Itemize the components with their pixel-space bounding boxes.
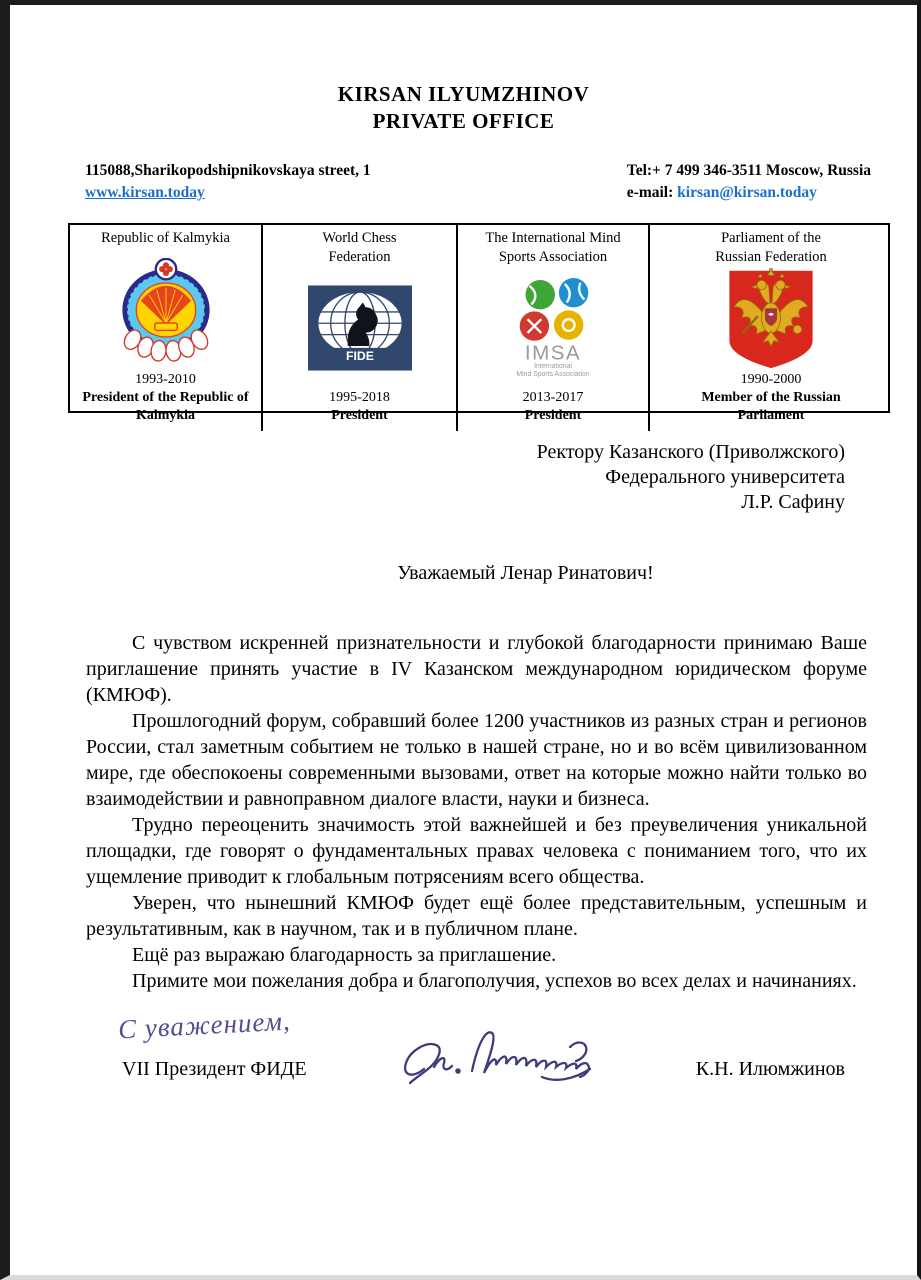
russia-coat-of-arms-icon [722, 267, 820, 371]
table-cell-russia [650, 225, 892, 431]
imsa-logo-box [494, 267, 612, 389]
email-line [627, 182, 871, 204]
signer-position: VII Президент ФИДЕ [122, 1057, 307, 1080]
closing-block [10, 994, 917, 1095]
office-address: 115088,Sharikopodshipnikovskaya street, 1 [85, 162, 371, 179]
org-name: The International Mind Sports Association [485, 230, 621, 265]
fide-logo-text: FIDE [345, 349, 374, 364]
kalmykia-coat-of-arms-icon [110, 258, 222, 362]
contact-row [85, 160, 871, 204]
phone-line: Tel:+ 7 499 346-3511 Moscow, Russia [626, 162, 871, 179]
signer-name: К.Н. Илюмжинов [695, 1057, 845, 1080]
handwritten-closing: С уважением, [117, 1005, 292, 1045]
salutation: Уважаемый Ленар Ринатович! [397, 562, 654, 584]
body-paragraph: С чувством искренней признательности и глубокой благодарности принимаю Ваше приглашение принять участие в IV Казанском международном юридическом форуме (КМЮФ). [86, 632, 867, 706]
signature-image [394, 1017, 609, 1095]
org-role: President of the Republic of Kalmykia [82, 390, 249, 423]
letterhead-title [10, 81, 917, 135]
imsa-logo-subtext1: International [534, 363, 572, 371]
fide-logo-box [308, 267, 412, 389]
recipient-line: Л.Р. Сафину [741, 491, 845, 513]
body-paragraph: Прошлогодний форум, собравший более 1200 участников из разных стран и регионов России, стал заметным событием не только в нашей стране, но и во всём цивилизованном мире, где обеспокоены современными вызовами, ответ на которые можно найти только во взаимодействии и равноправном диалоге власти, науки и бизнеса. [86, 710, 867, 810]
contact-left [85, 160, 371, 204]
signature-row [122, 1043, 845, 1095]
org-footer [523, 389, 584, 425]
letterhead-title-line2: PRIVATE OFFICE [372, 109, 555, 133]
letter-body [86, 630, 867, 994]
russia-emblem-box [722, 267, 820, 371]
body-paragraph: Трудно переоценить значимость этой важнейшей и без преувеличения уникальной площадки, где говорят о фундаментальных правах человека с пониманием того, что их ущемление приводит к глобальным потрясениям всего общества. [86, 814, 867, 888]
imsa-logo-icon [494, 278, 612, 378]
contact-right [627, 160, 871, 204]
org-role: President [331, 408, 388, 423]
org-years: 1990-2000 [740, 372, 802, 387]
kalmykia-emblem-box [110, 248, 222, 371]
org-footer [329, 389, 390, 425]
recipient-line: Ректору Казанского (Приволжского) [536, 441, 845, 463]
org-years: 2013-2017 [522, 390, 584, 405]
imsa-logo-text: IMSA [524, 341, 582, 365]
recipient-block [10, 440, 845, 515]
body-paragraph: Уверен, что нынешний КМЮФ будет ещё более представительным, успешным и результативным, как в научном, так и в публичном плане. [86, 892, 867, 940]
email-link[interactable]: kirsan@kirsan.today [677, 184, 817, 201]
body-paragraph: Примите мои пожелания добра и благополучия, успехов во всех делах и начинаниях. [132, 970, 857, 992]
org-footer [687, 371, 855, 425]
org-footer [74, 371, 257, 425]
org-name: World Chess Federation [322, 230, 397, 265]
table-cell-fide [263, 225, 458, 431]
email-label: e-mail: [626, 184, 678, 201]
org-years: 1995-2018 [329, 390, 390, 405]
org-name: Republic of Kalmykia [101, 230, 230, 246]
org-role: Member of the Russian Parliament [701, 390, 841, 423]
org-role: President [524, 408, 582, 423]
table-cell-kalmykia [70, 225, 263, 431]
fide-logo-icon [308, 285, 412, 371]
recipient-line: Федерального университета [605, 466, 845, 488]
org-name: Parliament of the Russian Federation [715, 230, 827, 265]
org-years: 1993-2010 [135, 372, 196, 387]
body-paragraph: Ещё раз выражаю благодарность за приглашение. [132, 944, 557, 966]
imsa-logo-subtext2: Mind Sports Association [516, 371, 590, 378]
positions-table [68, 223, 890, 423]
table-cell-imsa [458, 225, 650, 431]
letterhead-title-line1: KIRSAN ILYUMZHINOV [337, 82, 590, 106]
website-link[interactable]: www.kirsan.today [85, 184, 205, 201]
